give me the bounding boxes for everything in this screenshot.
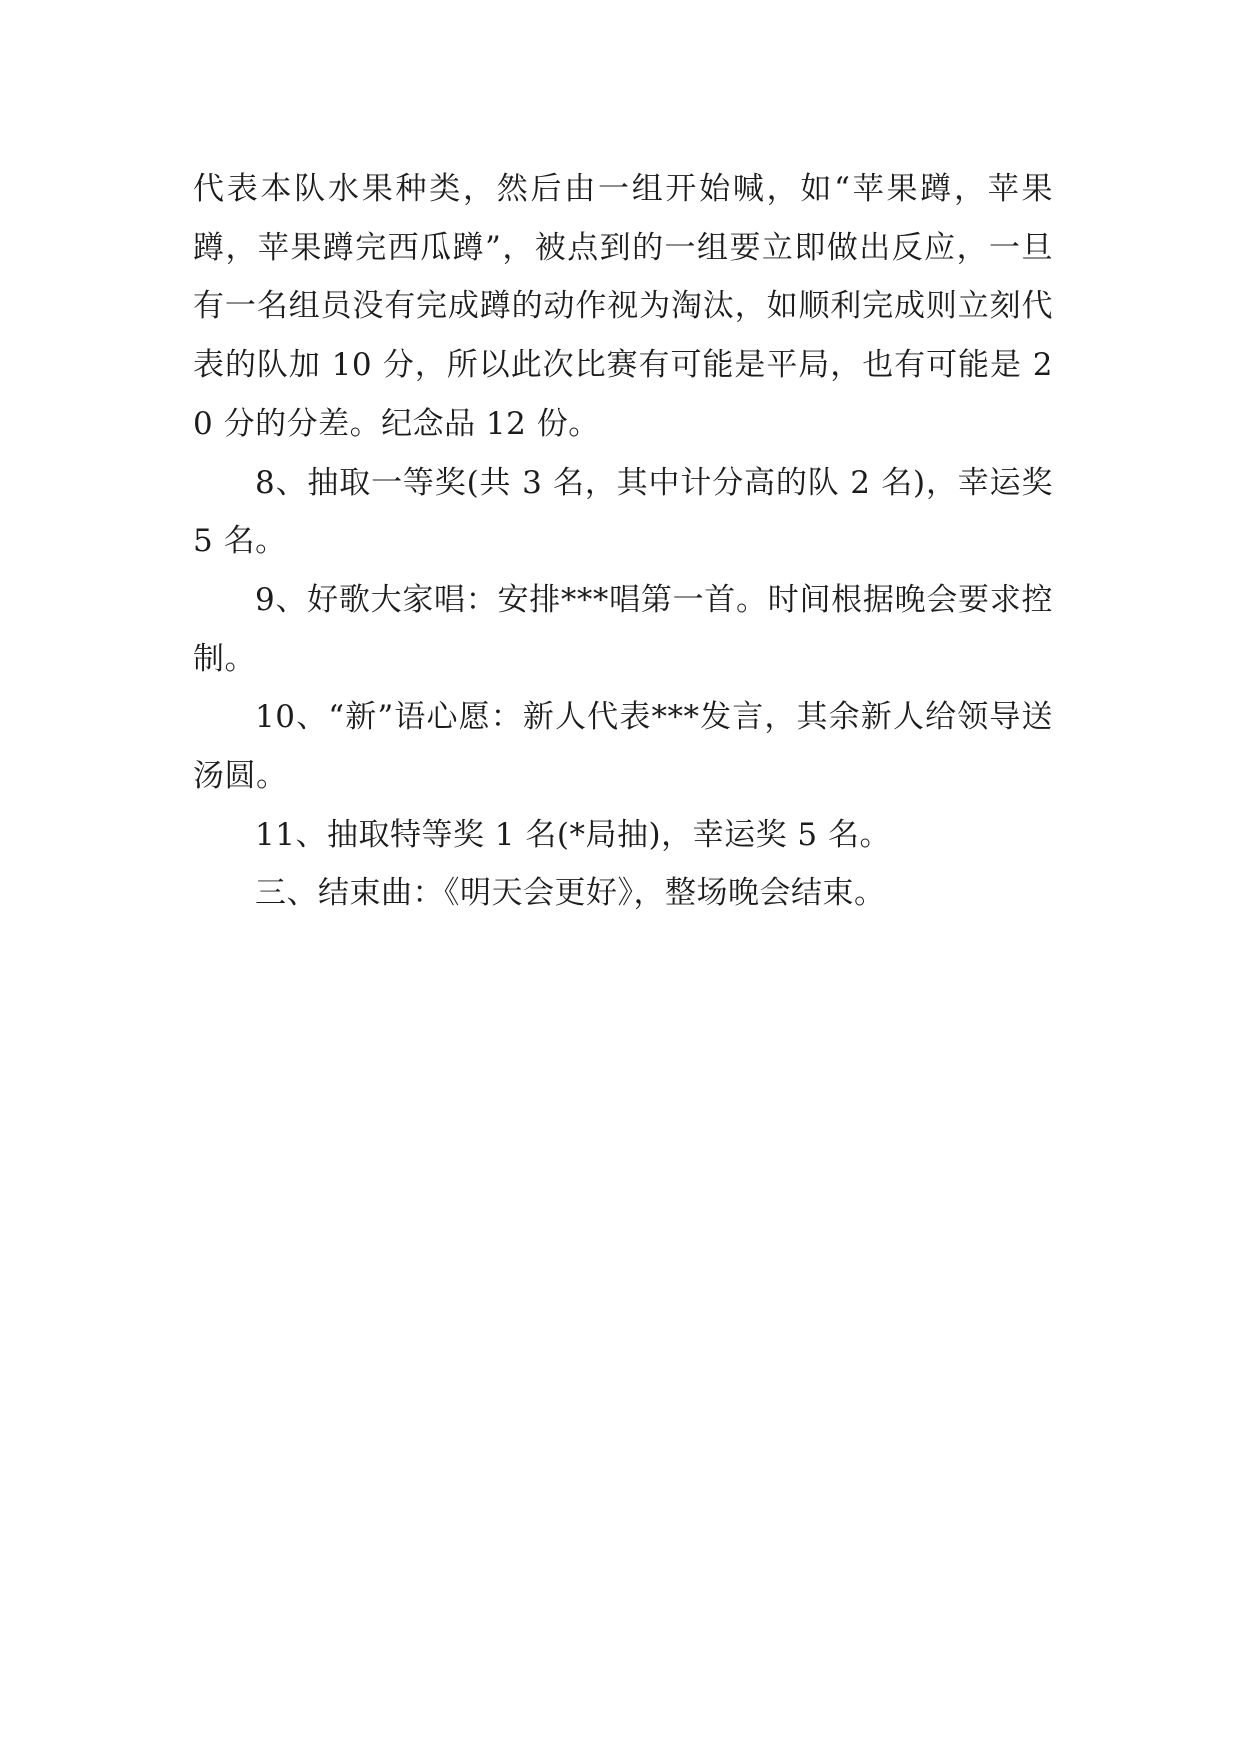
document-body <box>193 160 1053 923</box>
paragraph-item-10: 10、“新”语心愿：新人代表***发言，其余新人给领导送汤圆。 <box>193 699 1053 795</box>
paragraph-item-9: 9、好歌大家唱：安排***唱第一首。时间根据晚会要求控制。 <box>193 581 1053 677</box>
paragraph-item-8: 8、抽取一等奖(共 3 名，其中计分高的队 2 名)，幸运奖 5 名。 <box>193 464 1053 560</box>
paragraph-item-11: 11、抽取特等奖 1 名(*局抽)，幸运奖 5 名。 <box>255 816 891 853</box>
paragraph-fruit-squat-game: 代表本队水果种类，然后由一组开始喊，如“苹果蹲，苹果蹲，苹果蹲完西瓜蹲”，被点到的一组要立即做出反应，一旦有一名组员没有完成蹲的动作视为淘汰，如顺利完成则立刻代表的队加 10 分，所以此次比赛有可能是平局，也有可能是 20 分的分差。纪念品 12 份。 <box>193 171 1053 442</box>
paragraph-closing-song: 三、结束曲：《明天会更好》，整场晚会结束。 <box>255 875 886 912</box>
